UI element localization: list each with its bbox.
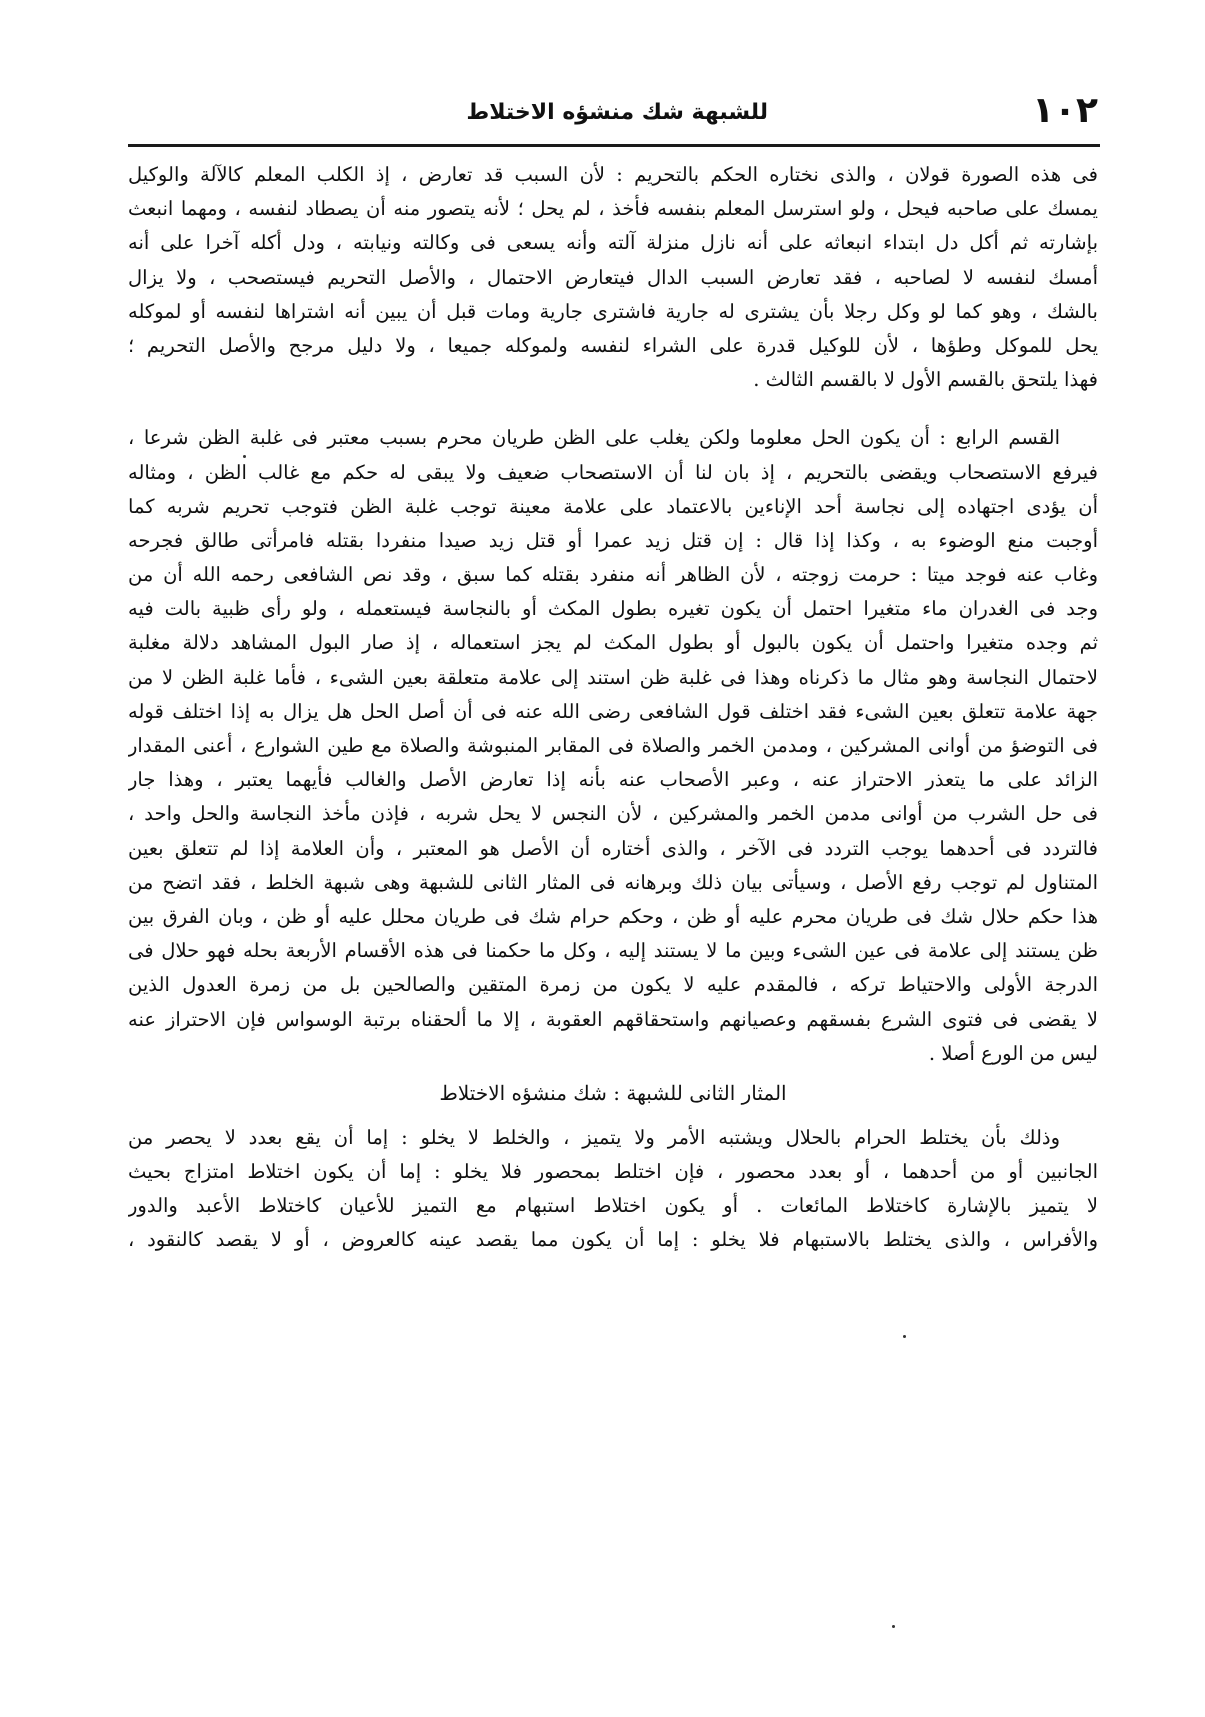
scan-speck [243,455,246,458]
text-line: لاحتمال النجاسة وهو مثال ما ذكرناه وهذا فى غلبة ظن استند إلى علامة متعلقة بعين الشىء ، فأما غلبة الظن لا من [128,665,1098,689]
text-line: فى هذه الصورة قولان ، والذى نختاره الحكم بالتحريم : لأن السبب قد تعارض ، إذ الكلب المعلم كالآلة والوكيل [128,163,1098,186]
scan-speck [903,1335,906,1338]
text-line: أوجبت منع الوضوء به ، وكذا إذا قال : إن قتل زيد عمرا أو قتل زيد صيدا منفردا بقتله فامرأتى طالق فجرحه [128,528,1098,552]
text-line: بإشارته ثم أكل دل ابتداء انبعاثه على أنه نازل منزلة آلته وأنه يسعى فى وكالته ونيابته ، ودل أكله آخرا على أنه [128,231,1098,255]
text-line: المتناول لم توجب رفع الأصل ، وسيأتى بيان ذلك وبرهانه فى المثار الثانى للشبهة وهى شبهة الخلط ، فقد اتضح من [128,870,1098,894]
text-line: لا يتميز بالإشارة كاختلاط المائعات . أو يكون اختلاط استبهام مع التميز للأعيان كاختلاط الأعبد والدور [128,1194,1098,1218]
text-line: هذا حكم حلال شك فى طريان محرم عليه أو ظن ، وحكم حرام شك فى طريان محلل عليه أو ظن ، وبان الفرق بين [128,904,1098,928]
text-line: أمسك لنفسه لا لصاحبه ، فقد تعارض السبب الدال فيتعارض الاحتمال ، والأصل التحريم فيستصحب ، ولا يزال [128,265,1098,289]
text-line: فيرفع الاستصحاب ويقضى بالتحريم ، إذ بان لنا أن الاستصحاب ضعيف ولا يبقى له حكم مع غالب الظن ، ومثاله [128,460,1098,484]
text-line: الدرجة الأولى والاحتياط تركه ، فالمقدم عليه لا يكون من زمرة المتقين والصالحين بل من زمرة العدول الذين [128,973,1098,997]
text-line: القسم الرابع : أن يكون الحل معلوما ولكن يغلب على الظن طريان محرم بسبب معتبر فى غلبة الظن شرعا ، [128,426,1060,450]
page-number: ١٠٢ [1032,90,1098,131]
text-line: أن يؤدى اجتهاده إلى نجاسة أحد الإناءين بالاعتماد على علامة معينة توجب غلبة الظن فتوجب تحريم شربه كما [128,494,1098,518]
text-line: ليس من الورع أصلا . [928,1041,1098,1065]
scan-speck [892,1625,895,1628]
body-text [128,158,1098,1258]
text-line: ظن يستند إلى علامة فى عين الشىء وبين ما لا يستند إليه ، وكل ما حكمنا فى هذه الأقسام الأربعة بحله فهو حلال فى [128,939,1098,963]
paragraph-gap [128,397,1098,421]
text-line: وذلك بأن يختلط الحرام بالحلال ويشتبه الأمر ولا يتميز ، والخلط لا يخلو : إما أن يقع بعدد لا يحصر من [128,1125,1060,1149]
text-line: يمسك على صاحبه فيحل ، ولو استرسل المعلم بنفسه فأخذ ، لم يحل ؛ لأنه يتصور منه أن يصطاد لنفسه ، ومهما انبعث [128,197,1098,221]
text-line: لا يقضى فى فتوى الشرع بفسقهم وعصيانهم واستحقاقهم العقوبة ، إلا ما ألحقناه برتبة الوسواس فإن الاحتراز عنه [128,1007,1098,1031]
paragraph-2 [128,421,1098,1071]
text-line: فى التوضؤ من أوانى المشركين ، ومدمن الخمر والصلاة فى المقابر المنبوشة والصلاة مع طين الشوارع ، أعنى المقدار [128,734,1098,757]
paragraph-1 [128,158,1098,397]
text-line: يحل للموكل وطؤها ، لأن للوكيل قدرة على الشراء لنفسه ولموكله جميعا ، ولا دليل مرجح والأصل التحريم ؛ [128,333,1098,357]
section-heading: المثار الثانى للشبهة : شك منشؤه الاختلاط [439,1080,787,1105]
text-line: فالتردد فى أحدهما يوجب التردد فى الآخر ، والذى أختاره أن الأصل هو المعتبر ، وأن العلامة إذا لم تتعلق بعين [128,836,1098,860]
running-title: للشبهة شك منشؤه الاختلاط [466,100,768,125]
text-line: جهة علامة تتعلق بعين الشىء فقد اختلف قول الشافعى رضى الله عنه فى أن أصل الحل هل يزال به إذا اختلف قوله [128,699,1098,723]
text-line: فى حل الشرب من أوانى مدمن الخمر والمشركين ، لأن النجس لا يحل شربه ، فإذن مأخذ النجاسة والحل واحد ، [128,802,1098,826]
paragraph-3 [128,1121,1098,1258]
text-line: الزائد على ما يتعذر الاحتراز عنه ، وعبر الأصحاب عنه بأنه إذا تعارض الأصل والغالب فأيهما يعتبر ، وهذا جار [128,768,1098,792]
text-line: ثم وجده متغيرا واحتمل أن يكون بالبول أو بطول المكث لم يجز استعماله ، إذ صار البول المشاهد دلالة مغلبة [128,631,1098,655]
text-line: بالشك ، وهو كما لو وكل رجلا بأن يشترى له جارية فاشترى جارية ومات قبل أن يبين أنه اشتراها لنفسه أو لموكله [128,299,1098,323]
text-line: فهذا يلتحق بالقسم الأول لا بالقسم الثالث . [753,368,1098,392]
header-rule [128,144,1100,147]
text-line: وجد فى الغدران ماء متغيرا احتمل أن يكون تغيره بطول المكث أو بالنجاسة فيستعمله ، ولو رأى ظبية بالت فيه [128,597,1098,621]
text-line: وغاب عنه فوجد ميتا : حرمت زوجته ، لأن الظاهر أنه منفرد بقتله كما سبق ، وقد نص الشافعى رحمه الله أن من [128,563,1098,587]
running-header [128,88,1098,138]
text-line: الجانبين أو من أحدهما ، أو بعدد محصور ، فإن اختلط بمحصور فلا يخلو : إما أن يكون اختلاط امتزاج بحيث [128,1160,1098,1184]
text-line: والأفراس ، والذى يختلط بالاستبهام فلا يخلو : إما أن يكون مما يقصد عينه كالعروض ، أو لا يقصد كالنقود ، [128,1228,1098,1252]
